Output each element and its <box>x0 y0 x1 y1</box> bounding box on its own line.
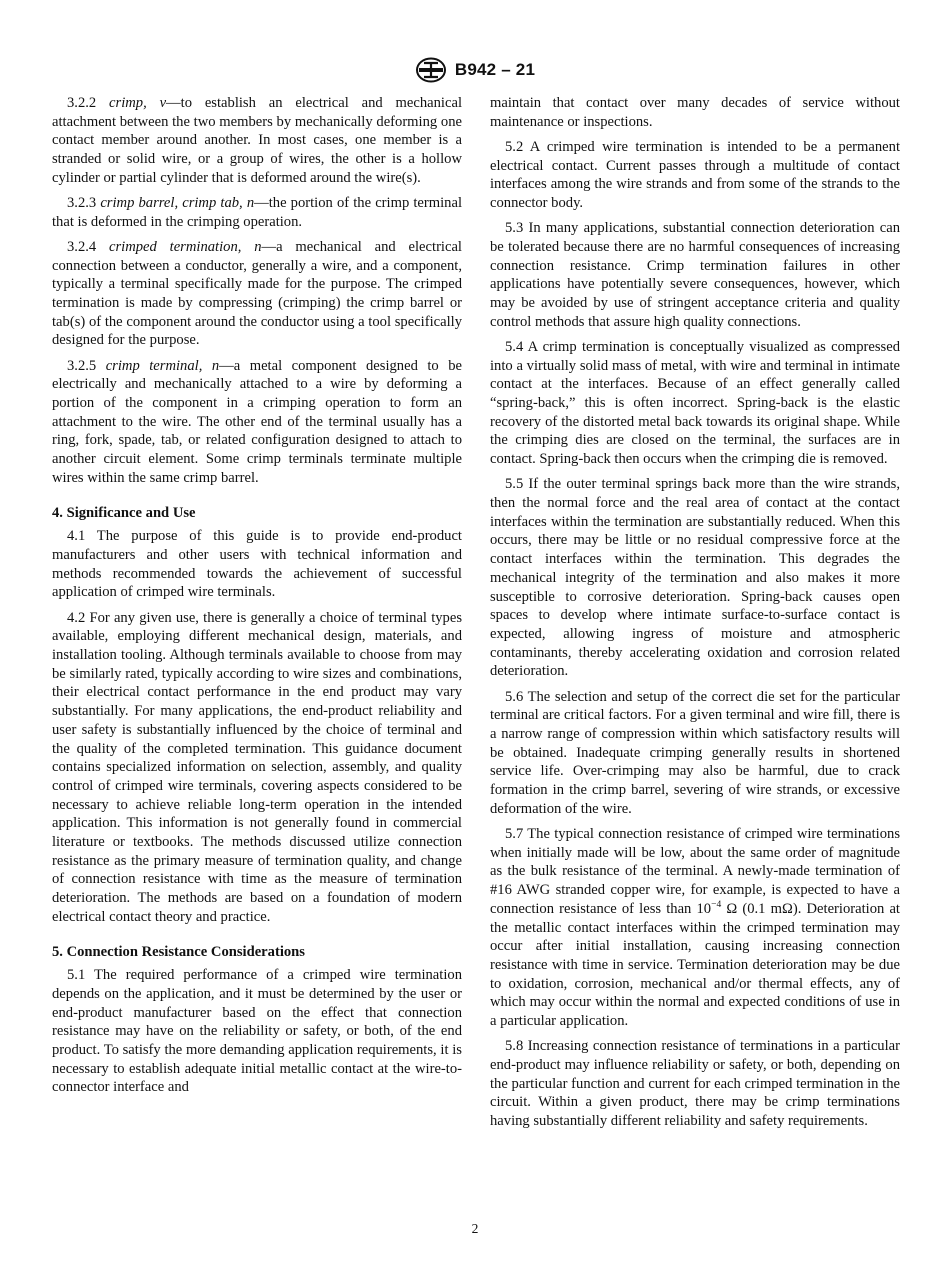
paragraph-5-4: 5.4 A crimp termination is conceptually visualized as compressed into a virtually solid mass of metal, with wire and terminal in intimate contact at the interfaces. Because of an effect generally called “spring-back,” this is often incorrect. Spring-back is the elastic recovery of the distorted metal back towards its original shape. While the crimping dies are closed on the terminal, the surfaces are in contact. Spring-back then occurs when the crimping die is removed. <box>490 338 900 468</box>
page-number: 2 <box>471 1221 479 1236</box>
left-column <box>52 94 462 1104</box>
exponent: −4 <box>711 899 722 910</box>
paragraph-5-6: 5.6 The selection and setup of the correct die set for the particular terminal are critical factors. For a given terminal and wire fill, there is a narrow range of compression within which satisfactory results will be obtained. Inadequate crimping generally results in shortened service life. Over-crimping may also be harmful, due to crack formation in the crimp barrel, severing of wire strands, or excessive deformation of the wire. <box>490 688 900 817</box>
paragraph-3-2-4: 3.2.4 crimped termination, n—a mechanical and electrical connection between a conductor, generally a wire, and a component, typically a terminal specifically made for the purpose. The crimped termination is made by compressing (crimping) the crimp barrel or tab(s) of the component around the conductor using a tool specifically designed for the purpose. <box>52 238 462 349</box>
right-column <box>490 94 900 1137</box>
paragraph-3-2-5: 3.2.5 crimp terminal, n—a metal component designed to be electrically and mechanically attached to a wire by deforming a portion of the component in a crimping operation to form an attachment to the wire. The other end of the terminal usually has a ring, fork, spade, tab, or related configuration designed to attach to another circuit element. Some crimp terminals terminate multiple wires within the same crimp barrel. <box>52 357 462 486</box>
paragraph-5-1-continued: maintain that contact over many decades of service without maintenance or inspections. <box>490 95 900 130</box>
section-4-heading: 4. Significance and Use <box>52 504 196 521</box>
astm-logo-icon <box>415 57 447 83</box>
paragraph-4-2: 4.2 For any given use, there is generally a choice of terminal types available, employing different mechanical design, materials, and installation tooling. Although terminals available to choose from may be similarly rated, typically according to wire sizes and combinations, their electrical contact performance in the end product may vary substantially. For many applications, the end-product reliability and user safety is substantially influenced by the choice of terminal and the quality of the completed termination. This guidance document contains specialized information on selection, assembly, and quality control of crimped wire terminals, covering aspects considered to be necessary to achieve reliable long-term operation in the intended application. This information is not generally found in commercial literature or textbooks. The methods discussed utilize connection resistance as the primary measure of termination quality, and change of connection resistance with time as the measure of termination deterioration. The methods are based on a foundation of modern electrical contact theory and practice. <box>52 609 462 925</box>
paragraph-5-8: 5.8 Increasing connection resistance of terminations in a particular end-product may influence reliability or safety, or both, depending on the particular function and current for each crimped termination in the circuit. Within a given product, there may be crimp terminations having substantially different reliability and safety requirements. <box>490 1038 900 1130</box>
paragraph-4-1: 4.1 The purpose of this guide is to provide end-product manufacturers and other users with technical information and methods recommended towards the achievement of successful application of crimped wire terminals. <box>52 528 462 601</box>
paragraph-5-1: 5.1 The required performance of a crimped wire termination depends on the application, and it must be determined by the user or end-product manufacturer based on the effect that connection resistance may have on the reliability or safety, or both, of the end product. To satisfy the more demanding application requirements, it is necessary to establish adequate initial metallic contact at the wire-to-connector interface and <box>52 967 462 1096</box>
paragraph-5-3: 5.3 In many applications, substantial connection deterioration can be tolerated because there are no harmful consequences of increasing connection resistance. Crimp termination failures in other applications have potentially severe consequences, however, which may be avoided by use of stringent acceptance criteria and quality control methods that assure high quality connections. <box>490 220 900 330</box>
paragraph-3-2-3: 3.2.3 crimp barrel, crimp tab, n—the portion of the crimp terminal that is deformed in the crimping operation. <box>52 195 462 230</box>
standard-designation: B942 – 21 <box>454 60 536 79</box>
paragraph-3-2-2: 3.2.2 crimp, v—to establish an electrical and mechanical attachment between the two members by mechanically deforming one contact member around another. In most cases, one member is a stranded or solid wire, or a group of wires, the other is a hollow cylinder or partial cylinder that is deformed around the wire(s). <box>52 95 462 186</box>
paragraph-5-2: 5.2 A crimped wire termination is intended to be a permanent electrical contact. Current passes through a multitude of contact interfaces among the wire strands and from some of the strands to the connector body. <box>490 138 900 212</box>
page-header <box>0 56 950 84</box>
paragraph-5-7: 5.7 The typical connection resistance of crimped wire terminations when initially made will be low, about the same order of magnitude as the bulk resistance of the terminal. A newly-made termination of #16 AWG stranded copper wire, for example, is expected to have a connection resistance of less than $10^{-4}$ Ω (0.1 mΩ). Deterioration at the metallic contact interfaces within the crimped termination may occur after initial installation, causing increasing connection resistance with time in service. Termination deterioration may be due to oxidation, corrosion, mechanical and/or thermal effects, any of which may occur within the normal and expected conditions of use in a particular application. <box>490 826 900 1030</box>
section-5-heading: 5. Connection Resistance Considerations <box>52 943 305 960</box>
paragraph-5-5: 5.5 If the outer terminal springs back more than the wire strands, then the normal force and the real area of contact at the contact interfaces within the termination are substantially reduced. When this occurs, there may be little or no residual compressive force at the contact interfaces within the termination. This degrades the mechanical integrity of the termination and also makes it more susceptible to corrosive deterioration. Spring-back causes open spaces to develop where intimate surface-to-surface contact is expected, allowing ingress of moisture and atmospheric contaminants, thereby accelerating oxidation and corrosion related deterioration. <box>490 476 900 680</box>
